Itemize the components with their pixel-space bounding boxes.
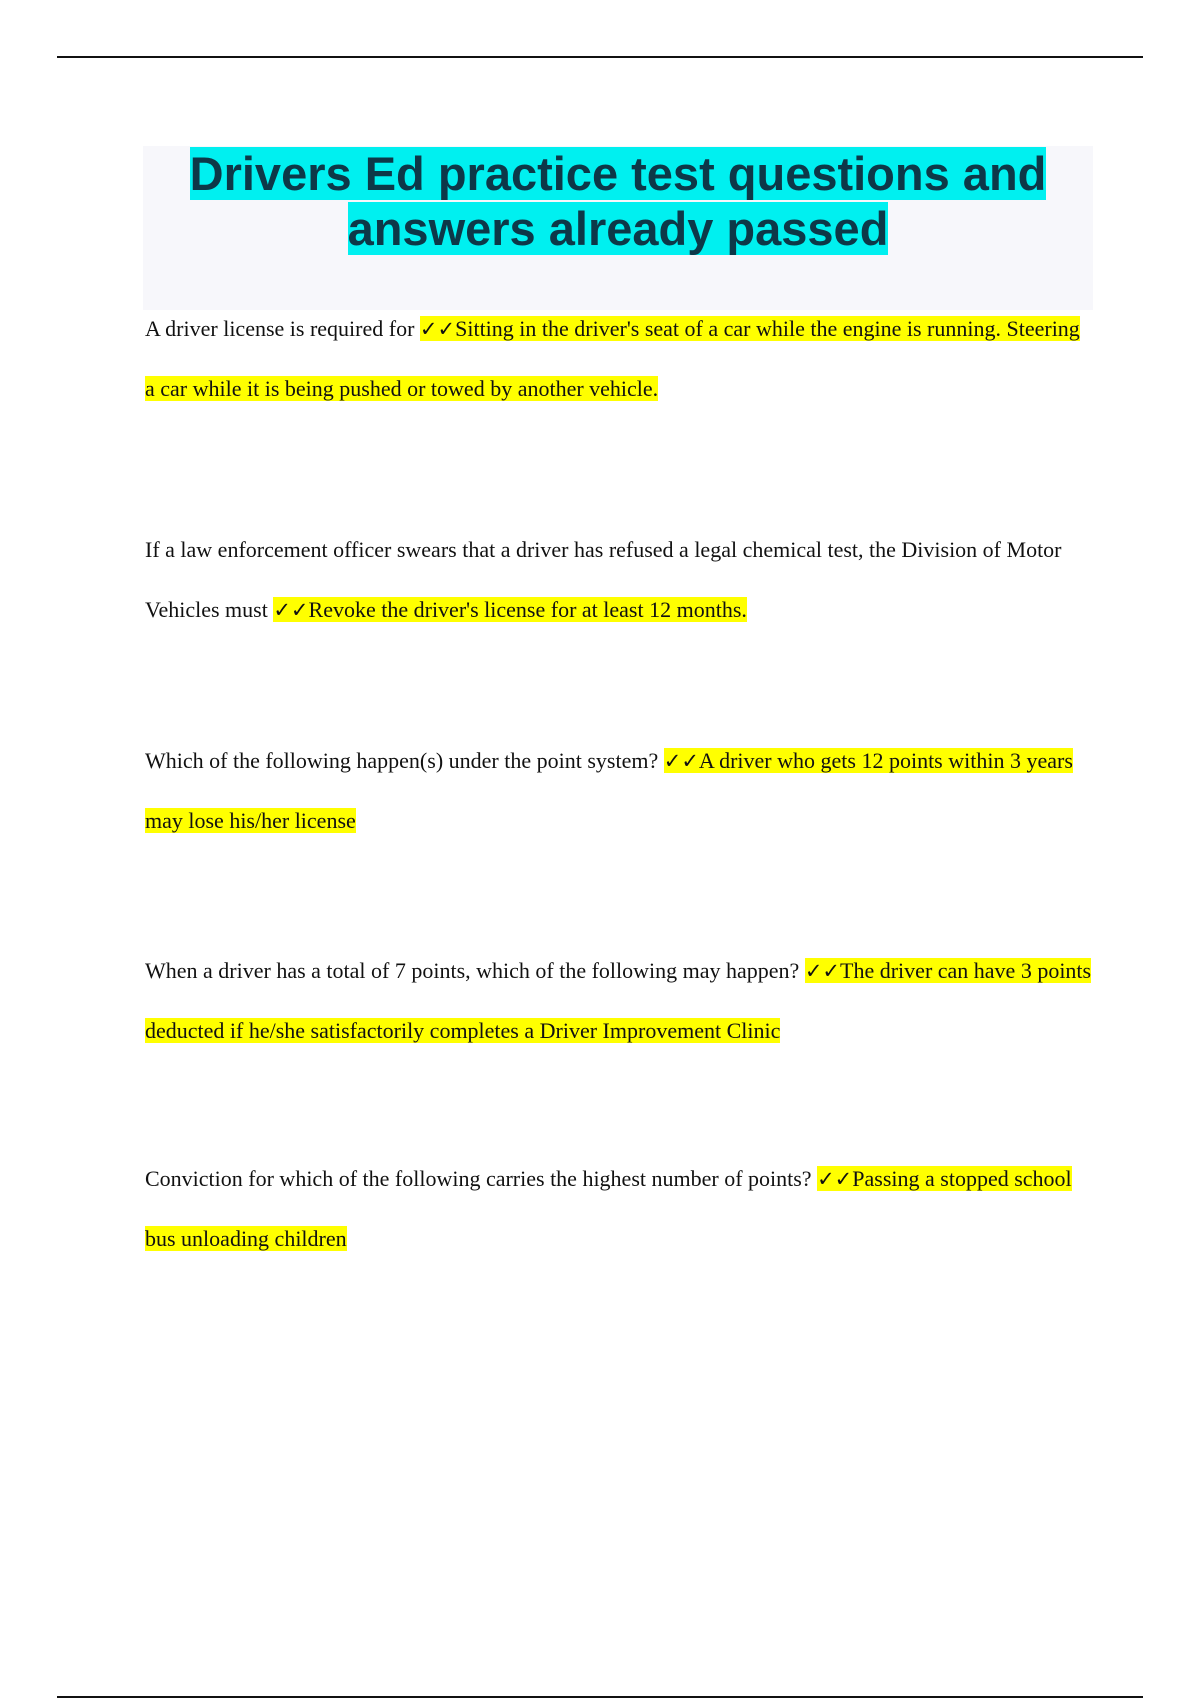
qa-item-5 [145, 1149, 1095, 1269]
qa-item-2 [145, 520, 1095, 640]
qa-item-1 [145, 299, 1095, 419]
question-text: Which of the following happen(s) under the point system? [145, 748, 664, 773]
check-mark-icon: ✓✓ [804, 959, 841, 983]
check-mark-icon: ✓✓ [663, 749, 699, 773]
question-text: When a driver has a total of 7 points, which of the following may happen? [145, 958, 805, 983]
answer-text: ✓✓Sitting in the driver's seat of a car while the engine is running. Steering a car while it is being pushed or towed by another vehicle. [145, 316, 1080, 401]
answer-text: ✓✓The driver can have 3 points deducted if he/she satisfactorily completes a Driver Improvement Clinic [145, 958, 1092, 1043]
check-mark-icon: ✓✓ [817, 1167, 853, 1191]
qa-item-4 [145, 941, 1095, 1061]
header-rule [57, 56, 1143, 58]
question-text: Conviction for which of the following carries the highest number of points? [145, 1166, 818, 1191]
qa-item-3 [145, 731, 1095, 851]
question-text: If a law enforcement officer swears that a driver has refused a legal chemical test, the Division of Motor Vehicles must [145, 537, 1062, 622]
answer-text: ✓✓Passing a stopped school bus unloading children [145, 1166, 1072, 1251]
answer-text: ✓✓A driver who gets 12 points within 3 years may lose his/her license [145, 748, 1073, 833]
question-text: A driver license is required for [145, 316, 420, 341]
answer-text: ✓✓Revoke the driver's license for at least 12 months. [273, 597, 747, 622]
title-block [143, 146, 1093, 310]
footer-rule [57, 1696, 1143, 1698]
check-mark-icon: ✓✓ [273, 598, 309, 622]
page-title [143, 146, 1093, 256]
title-highlight: Drivers Ed practice test questions and answers already passed [189, 147, 1047, 255]
check-mark-icon: ✓✓ [419, 317, 456, 341]
